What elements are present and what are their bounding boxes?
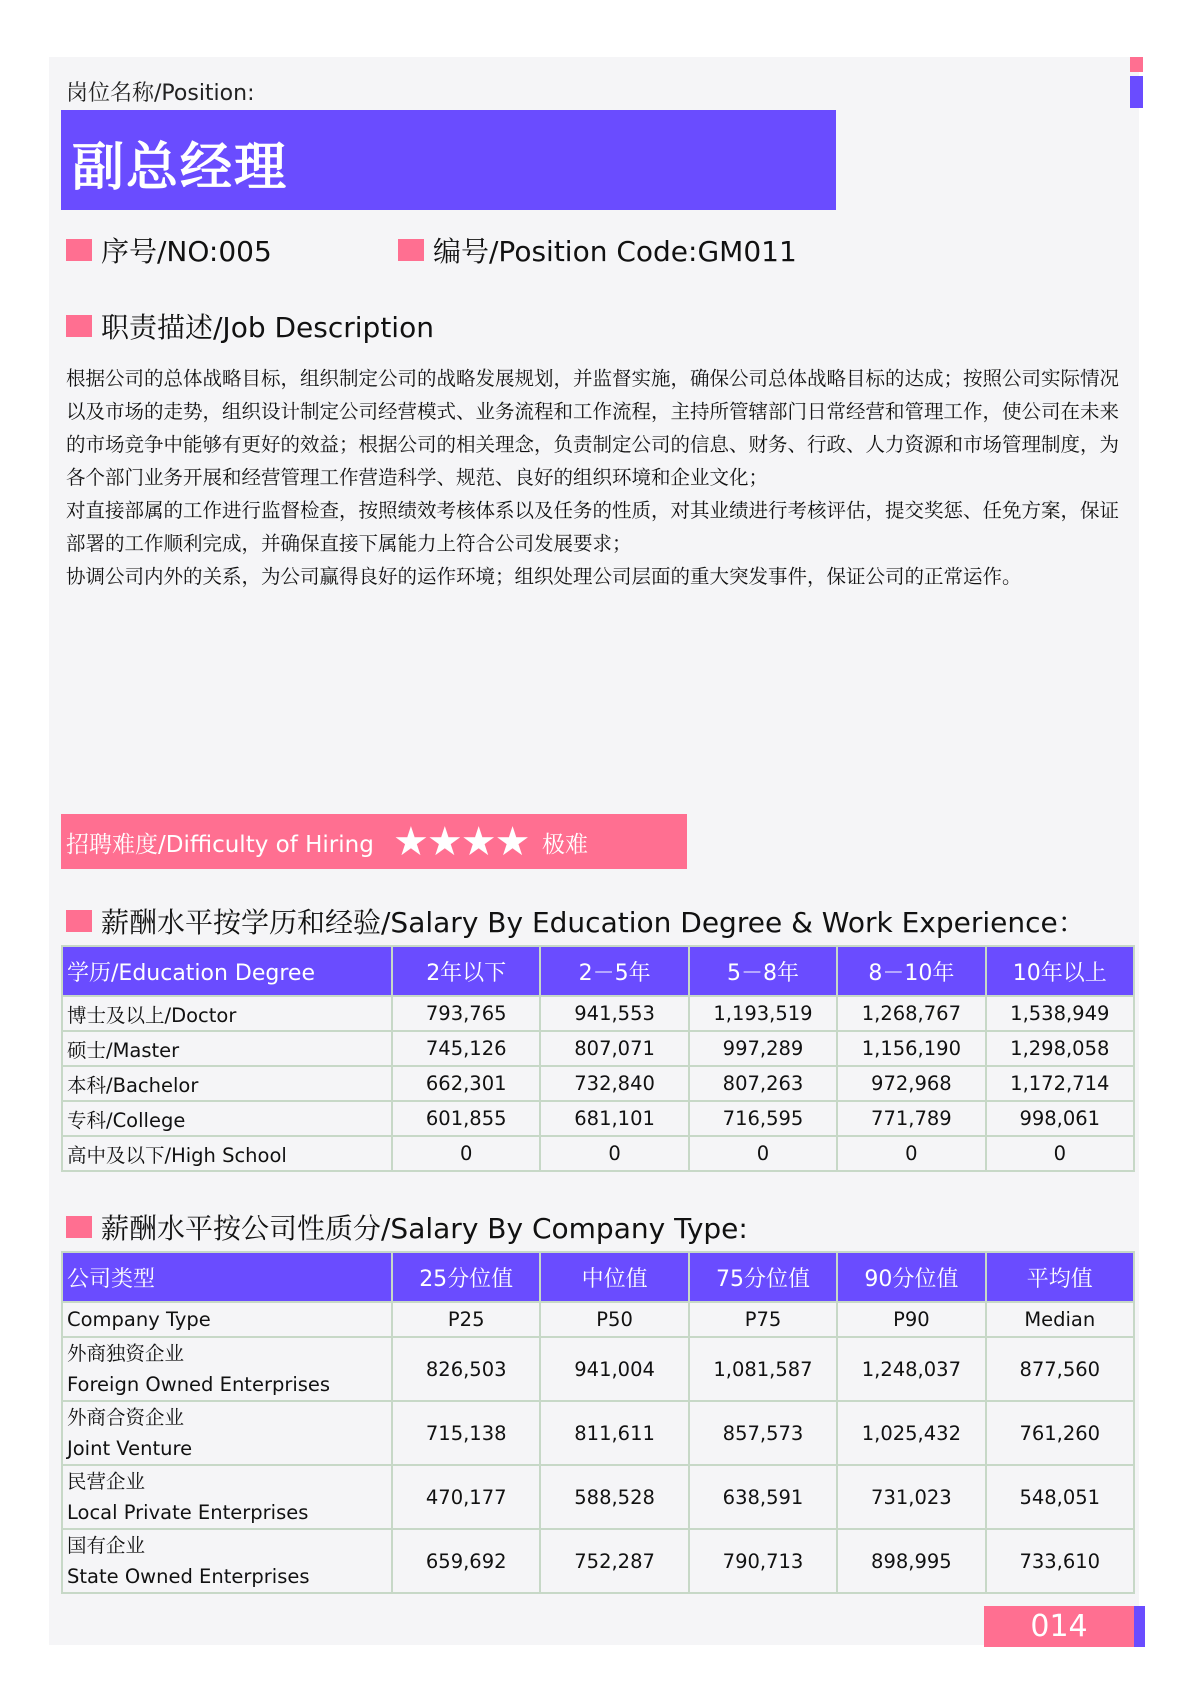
table-cell: 761,260 bbox=[986, 1401, 1134, 1465]
table-cell: 998,061 bbox=[986, 1101, 1134, 1136]
table-cell: 601,855 bbox=[392, 1101, 540, 1136]
subheader-cell: P75 bbox=[689, 1302, 837, 1337]
bullet-square-icon bbox=[66, 315, 92, 337]
bullet-square-icon bbox=[66, 910, 92, 932]
company-type-en: Local Private Enterprises bbox=[67, 1501, 309, 1524]
column-header: 学历/Education Degree bbox=[62, 946, 392, 996]
column-header: 90分位值 bbox=[837, 1252, 985, 1302]
job-description-heading: 职责描述/Job Description bbox=[101, 311, 434, 344]
table-cell: 1,193,519 bbox=[689, 996, 837, 1031]
difficulty-level: 极难 bbox=[542, 832, 588, 858]
subheader-cell: Median bbox=[986, 1302, 1134, 1337]
company-type-cn: 国有企业 bbox=[67, 1534, 146, 1557]
serial-number: 序号/NO:005 bbox=[101, 235, 272, 268]
row-label: 高中及以下/High School bbox=[62, 1136, 392, 1171]
table-subheader-row bbox=[62, 1302, 1134, 1337]
position-code: 编号/Position Code:GM011 bbox=[433, 235, 797, 268]
difficulty-star-icons: ★★★★ bbox=[393, 819, 529, 865]
column-header: 5－8年 bbox=[689, 946, 837, 996]
table-cell: 0 bbox=[540, 1136, 688, 1171]
table-cell: 793,765 bbox=[392, 996, 540, 1031]
table-cell: 811,611 bbox=[540, 1401, 688, 1465]
table-cell: 0 bbox=[392, 1136, 540, 1171]
table-cell: 548,051 bbox=[986, 1465, 1134, 1529]
row-label: 专科/College bbox=[62, 1101, 392, 1136]
table-row bbox=[62, 1066, 1134, 1101]
table-cell: 1,156,190 bbox=[837, 1031, 985, 1066]
bullet-square-icon bbox=[66, 239, 92, 261]
column-header: 公司类型 bbox=[62, 1252, 392, 1302]
company-type-cn: 外商合资企业 bbox=[67, 1406, 185, 1429]
job-description-body bbox=[66, 362, 1136, 593]
salary-education-heading: 薪酬水平按学历和经验/Salary By Education Degree & Work Experience： bbox=[101, 906, 1086, 939]
table-cell: 1,172,714 bbox=[986, 1066, 1134, 1101]
row-label: 硕士/Master bbox=[62, 1031, 392, 1066]
row-label: 博士及以上/Doctor bbox=[62, 996, 392, 1031]
bullet-square-icon bbox=[66, 1216, 92, 1238]
table-cell: 731,023 bbox=[837, 1465, 985, 1529]
position-label: 岗位名称/Position: bbox=[66, 81, 255, 106]
table-cell: 941,553 bbox=[540, 996, 688, 1031]
subheader-cell: P90 bbox=[837, 1302, 985, 1337]
table-row bbox=[62, 1136, 1134, 1171]
table-row bbox=[62, 1031, 1134, 1066]
table-cell: 1,298,058 bbox=[986, 1031, 1134, 1066]
table-header-row bbox=[62, 1252, 1134, 1302]
table-cell: 659,692 bbox=[392, 1529, 540, 1593]
subheader-cell: Company Type bbox=[62, 1302, 392, 1337]
description-paragraph: 协调公司内外的关系，为公司赢得良好的运作环境；组织处理公司层面的重大突发事件，保证公司的正常运作。 bbox=[66, 565, 1022, 588]
company-type-cn: 民营企业 bbox=[67, 1470, 146, 1493]
corner-decoration-pink bbox=[1130, 57, 1143, 72]
table-cell: 0 bbox=[837, 1136, 985, 1171]
table-cell: 807,071 bbox=[540, 1031, 688, 1066]
table-cell: 857,573 bbox=[689, 1401, 837, 1465]
subheader-cell: P25 bbox=[392, 1302, 540, 1337]
table-row bbox=[62, 1337, 1134, 1401]
table-row bbox=[62, 1529, 1134, 1593]
description-paragraph: 对直接部属的工作进行监督检查，按照绩效考核体系以及任务的性质，对其业绩进行考核评估，提交奖惩、任免方案，保证部署的工作顺利完成，并确保直接下属能力上符合公司发展要求； bbox=[66, 499, 1120, 555]
table-cell: 826,503 bbox=[392, 1337, 540, 1401]
column-header: 2－5年 bbox=[540, 946, 688, 996]
column-header: 平均值 bbox=[986, 1252, 1134, 1302]
row-label bbox=[62, 1337, 392, 1401]
table-cell: 732,840 bbox=[540, 1066, 688, 1101]
table-row bbox=[62, 1401, 1134, 1465]
table-cell: 745,126 bbox=[392, 1031, 540, 1066]
table-cell: 972,968 bbox=[837, 1066, 985, 1101]
row-label: 本科/Bachelor bbox=[62, 1066, 392, 1101]
table-cell: 1,268,767 bbox=[837, 996, 985, 1031]
table-cell: 470,177 bbox=[392, 1465, 540, 1529]
column-header: 中位值 bbox=[540, 1252, 688, 1302]
table-cell: 997,289 bbox=[689, 1031, 837, 1066]
subheader-cell: P50 bbox=[540, 1302, 688, 1337]
row-label bbox=[62, 1401, 392, 1465]
table-cell: 941,004 bbox=[540, 1337, 688, 1401]
row-label bbox=[62, 1529, 392, 1593]
company-type-en: Joint Venture bbox=[67, 1437, 193, 1460]
job-title: 副总经理 bbox=[72, 138, 289, 198]
table-row bbox=[62, 996, 1134, 1031]
salary-company-table bbox=[61, 1251, 1135, 1594]
corner-decoration-purple bbox=[1130, 76, 1143, 108]
table-cell: 1,248,037 bbox=[837, 1337, 985, 1401]
difficulty-label: 招聘难度/Difficulty of Hiring bbox=[66, 832, 374, 858]
table-cell: 1,538,949 bbox=[986, 996, 1134, 1031]
row-label bbox=[62, 1465, 392, 1529]
table-cell: 771,789 bbox=[837, 1101, 985, 1136]
description-paragraph: 根据公司的总体战略目标，组织制定公司的战略发展规划，并监督实施，确保公司总体战略目标的达成；按照公司实际情况以及市场的走势，组织设计制定公司经营模式、业务流程和工作流程，主持所管辖部门日常经营和管理工作，使公司在未来的市场竞争中能够有更好的效益；根据公司的相关理念，负责制定公司的信息、财务、行政、人力资源和市场管理制度，为各个部门业务开展和经营管理工作营造科学、规范、良好的组织环境和企业文化； bbox=[66, 367, 1120, 489]
page-number-accent bbox=[1134, 1606, 1145, 1647]
table-cell: 1,081,587 bbox=[689, 1337, 837, 1401]
column-header: 75分位值 bbox=[689, 1252, 837, 1302]
column-header: 8－10年 bbox=[837, 946, 985, 996]
table-cell: 662,301 bbox=[392, 1066, 540, 1101]
company-type-cn: 外商独资企业 bbox=[67, 1342, 185, 1365]
table-header-row bbox=[62, 946, 1134, 996]
table-cell: 733,610 bbox=[986, 1529, 1134, 1593]
table-cell: 898,995 bbox=[837, 1529, 985, 1593]
table-cell: 790,713 bbox=[689, 1529, 837, 1593]
table-cell: 877,560 bbox=[986, 1337, 1134, 1401]
bullet-square-icon bbox=[398, 239, 424, 261]
table-cell: 716,595 bbox=[689, 1101, 837, 1136]
table-row bbox=[62, 1465, 1134, 1529]
table-cell: 1,025,432 bbox=[837, 1401, 985, 1465]
table-cell: 0 bbox=[689, 1136, 837, 1171]
company-type-en: State Owned Enterprises bbox=[67, 1565, 310, 1588]
table-cell: 807,263 bbox=[689, 1066, 837, 1101]
company-type-en: Foreign Owned Enterprises bbox=[67, 1373, 331, 1396]
table-cell: 681,101 bbox=[540, 1101, 688, 1136]
page-number: 014 bbox=[1030, 1609, 1088, 1644]
table-cell: 638,591 bbox=[689, 1465, 837, 1529]
salary-company-heading: 薪酬水平按公司性质分/Salary By Company Type: bbox=[101, 1212, 748, 1245]
table-cell: 588,528 bbox=[540, 1465, 688, 1529]
column-header: 10年以上 bbox=[986, 946, 1134, 996]
salary-education-table bbox=[61, 945, 1135, 1172]
column-header: 2年以下 bbox=[392, 946, 540, 996]
table-cell: 715,138 bbox=[392, 1401, 540, 1465]
column-header: 25分位值 bbox=[392, 1252, 540, 1302]
table-cell: 752,287 bbox=[540, 1529, 688, 1593]
table-row bbox=[62, 1101, 1134, 1136]
table-cell: 0 bbox=[986, 1136, 1134, 1171]
